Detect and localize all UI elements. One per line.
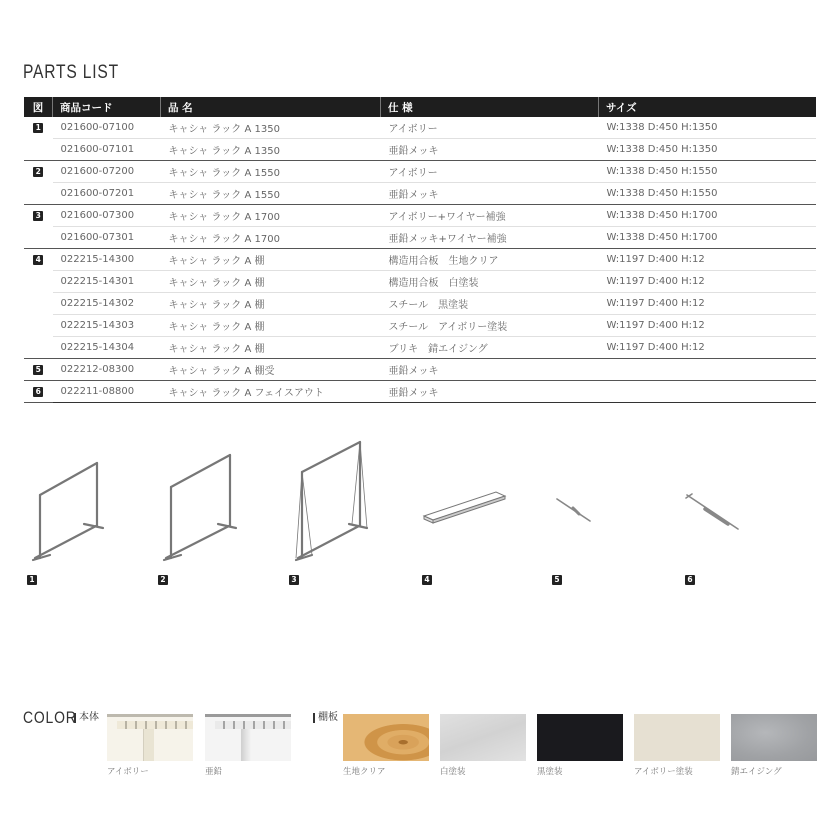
page-title: PARTS LIST	[23, 62, 119, 83]
fig-cell	[24, 249, 53, 271]
illustration-shelf-bracket	[557, 499, 590, 521]
swatch-label-plywood-clear: 生地クリア	[343, 767, 386, 777]
name-cell: キャシャ ラック A 棚	[161, 249, 381, 271]
swatch-label-ivory: アイボリー	[107, 767, 149, 777]
size-cell: W:1338 D:450 H:1550	[599, 161, 817, 183]
header-fig: 図	[24, 97, 53, 117]
color-title: COLOR	[23, 708, 77, 727]
table-row	[24, 205, 816, 227]
spec-cell: 亜鉛メッキ	[381, 139, 599, 161]
fig-number-badge: 6	[33, 387, 43, 397]
name-cell: キャシャ ラック A 1350	[161, 117, 381, 139]
code-cell: 021600-07101	[53, 139, 161, 161]
fig-cell	[24, 381, 53, 403]
swatch-zinc	[205, 714, 291, 761]
spec-cell: アイボリー	[381, 161, 599, 183]
spec-cell: 亜鉛メッキ	[381, 183, 599, 205]
header-spec: 仕 様	[381, 97, 599, 117]
code-cell: 021600-07301	[53, 227, 161, 249]
fig-cell	[24, 271, 53, 293]
parts-table	[24, 97, 816, 403]
spec-cell: スチール アイボリー塗装	[381, 315, 599, 337]
swatch-label-rust-aging: 錆エイジング	[731, 767, 782, 777]
size-cell: W:1197 D:400 H:12	[599, 293, 817, 315]
name-cell: キャシャ ラック A フェイスアウト	[161, 381, 381, 403]
swatch-zinc-post	[241, 729, 251, 761]
swatch-label-white-paint: 白塗装	[440, 767, 466, 777]
size-cell	[599, 381, 817, 403]
fig-cell	[24, 161, 53, 183]
swatch-label-zinc: 亜鉛	[205, 767, 223, 777]
illustration-rack-1700	[296, 442, 367, 560]
size-cell: W:1338 D:450 H:1700	[599, 227, 817, 249]
fig-cell	[24, 183, 53, 205]
swatch-ivory	[107, 714, 193, 761]
size-cell: W:1197 D:400 H:12	[599, 315, 817, 337]
swatch-label-black-paint: 黒塗装	[537, 767, 563, 777]
parts-table-body	[24, 117, 816, 403]
spec-cell: スチール 黒塗装	[381, 293, 599, 315]
illustration-shelf-board	[424, 492, 505, 523]
table-header-row	[24, 97, 816, 117]
size-cell	[599, 359, 817, 381]
table-row	[24, 271, 816, 293]
fig-cell	[24, 359, 53, 381]
swatch-rust-aging	[731, 714, 817, 761]
illustration-number-badge: 1	[27, 575, 37, 585]
swatch-white-paint	[440, 714, 526, 761]
swatch-ivory-paint	[634, 714, 720, 761]
swatch-plywood-clear	[343, 714, 429, 761]
swatch-ivory-rail	[117, 721, 193, 729]
body-category-label: 本体	[74, 713, 99, 723]
name-cell: キャシャ ラック A 1350	[161, 139, 381, 161]
size-cell: W:1197 D:400 H:12	[599, 249, 817, 271]
illustration-number-badge: 5	[552, 575, 562, 585]
code-cell: 022215-14304	[53, 337, 161, 359]
name-cell: キャシャ ラック A 棚	[161, 337, 381, 359]
illustration-number-badge: 6	[685, 575, 695, 585]
spec-cell: 亜鉛メッキ+ワイヤー補強	[381, 227, 599, 249]
code-cell: 022215-14302	[53, 293, 161, 315]
size-cell: W:1338 D:450 H:1350	[599, 139, 817, 161]
spec-cell: アイボリー+ワイヤー補強	[381, 205, 599, 227]
swatch-label-ivory-paint: アイボリー塗装	[634, 767, 693, 777]
code-cell: 021600-07201	[53, 183, 161, 205]
code-cell: 022215-14300	[53, 249, 161, 271]
fig-cell	[24, 293, 53, 315]
size-cell: W:1197 D:400 H:12	[599, 271, 817, 293]
code-cell: 022212-08300	[53, 359, 161, 381]
parts-illustrations	[0, 430, 840, 590]
spec-cell: 亜鉛メッキ	[381, 359, 599, 381]
name-cell: キャシャ ラック A 棚	[161, 315, 381, 337]
code-cell: 022215-14303	[53, 315, 161, 337]
table-row	[24, 227, 816, 249]
code-cell: 022211-08800	[53, 381, 161, 403]
fig-cell	[24, 337, 53, 359]
illustration-rack-1550	[164, 455, 236, 560]
name-cell: キャシャ ラック A 1550	[161, 183, 381, 205]
spec-cell: 構造用合板 白塗装	[381, 271, 599, 293]
swatch-black-paint	[537, 714, 623, 761]
table-row	[24, 139, 816, 161]
size-cell: W:1338 D:450 H:1550	[599, 183, 817, 205]
fig-number-badge: 3	[33, 211, 43, 221]
name-cell: キャシャ ラック A 棚受	[161, 359, 381, 381]
illustration-number-badge: 4	[422, 575, 432, 585]
fig-cell	[24, 205, 53, 227]
illustration-face-out	[686, 494, 738, 529]
code-cell: 021600-07200	[53, 161, 161, 183]
fig-number-badge: 4	[33, 255, 43, 265]
illustration-number-badge: 3	[289, 575, 299, 585]
size-cell: W:1338 D:450 H:1350	[599, 117, 817, 139]
table-row	[24, 183, 816, 205]
fig-cell	[24, 227, 53, 249]
shelf-category-label: 棚板	[313, 713, 338, 723]
name-cell: キャシャ ラック A 1700	[161, 227, 381, 249]
table-row	[24, 381, 816, 403]
table-row	[24, 315, 816, 337]
name-cell: キャシャ ラック A 棚	[161, 271, 381, 293]
code-cell: 021600-07100	[53, 117, 161, 139]
header-size: サイズ	[599, 97, 817, 117]
spec-cell: アイボリー	[381, 117, 599, 139]
name-cell: キャシャ ラック A 棚	[161, 293, 381, 315]
fig-number-badge: 1	[33, 123, 43, 133]
spec-cell: 亜鉛メッキ	[381, 381, 599, 403]
table-row	[24, 293, 816, 315]
spec-cell: ブリキ 錆エイジング	[381, 337, 599, 359]
code-cell: 022215-14301	[53, 271, 161, 293]
table-row	[24, 117, 816, 139]
code-cell: 021600-07300	[53, 205, 161, 227]
header-code: 商品コード	[53, 97, 161, 117]
table-row	[24, 249, 816, 271]
fig-number-badge: 5	[33, 365, 43, 375]
size-cell: W:1338 D:450 H:1700	[599, 205, 817, 227]
name-cell: キャシャ ラック A 1550	[161, 161, 381, 183]
illustration-rack-1350	[33, 463, 103, 560]
table-row	[24, 359, 816, 381]
illustration-number-badge: 2	[158, 575, 168, 585]
fig-number-badge: 2	[33, 167, 43, 177]
size-cell: W:1197 D:400 H:12	[599, 337, 817, 359]
header-name: 品 名	[161, 97, 381, 117]
swatch-zinc-rail	[215, 721, 291, 729]
name-cell: キャシャ ラック A 1700	[161, 205, 381, 227]
fig-cell	[24, 117, 53, 139]
fig-cell	[24, 315, 53, 337]
table-row	[24, 337, 816, 359]
spec-cell: 構造用合板 生地クリア	[381, 249, 599, 271]
table-row	[24, 161, 816, 183]
fig-cell	[24, 139, 53, 161]
swatch-ivory-post	[143, 729, 154, 761]
